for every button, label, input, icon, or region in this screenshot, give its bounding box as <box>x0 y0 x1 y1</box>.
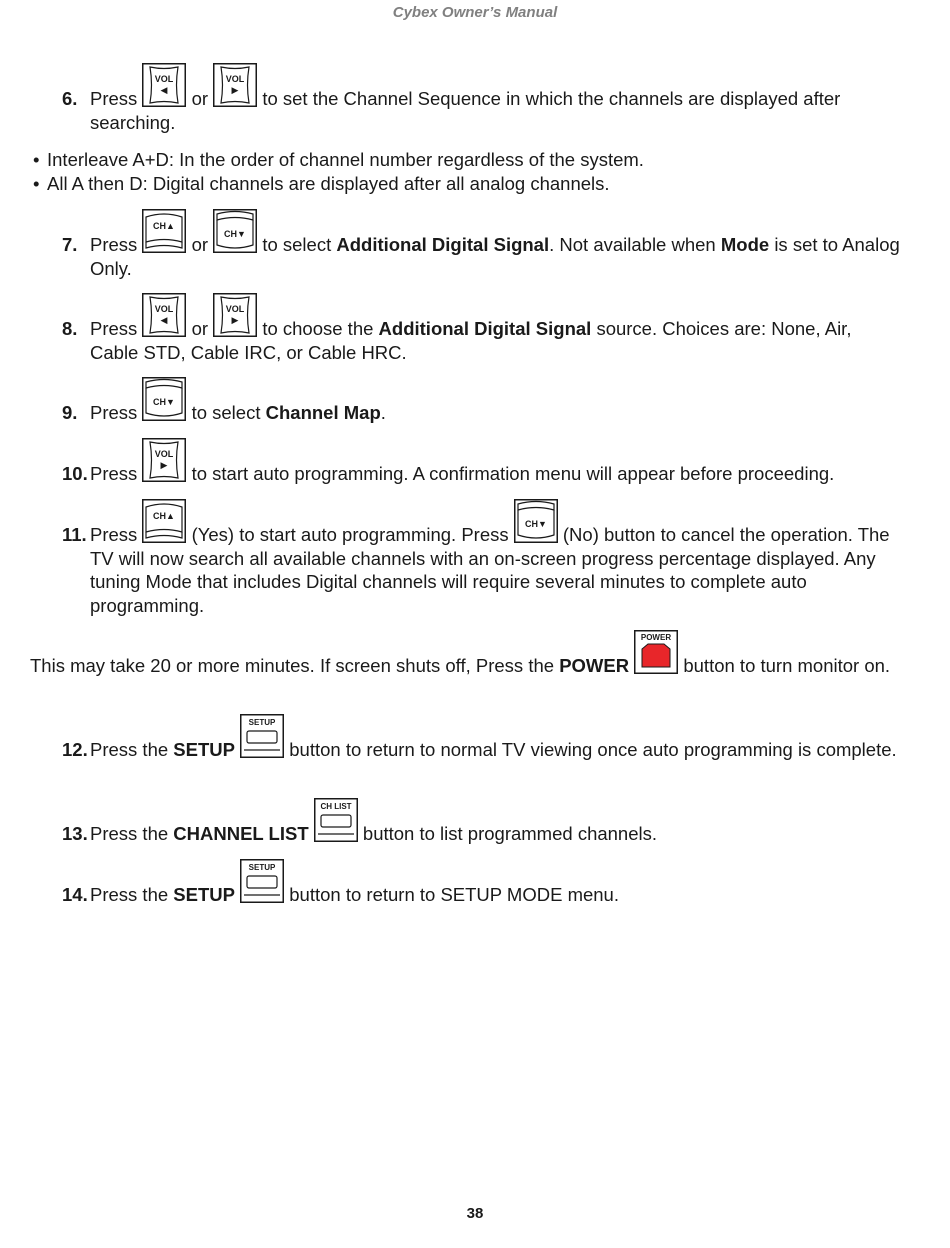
svg-text:CH LIST: CH LIST <box>320 802 352 811</box>
page-header: Cybex Owner’s Manual <box>392 4 558 21</box>
step-9: 9. Press CH▼ to select Channel Map. <box>62 401 902 425</box>
svg-text:CH▼: CH▼ <box>224 229 247 239</box>
step-number: 6. <box>62 88 78 109</box>
step-10: 10. Press VOL ▶ to start auto programming. A confirmation menu will appear before proceeding. <box>62 462 902 486</box>
list-item: • All A then D: Digital channels are displayed after all analog channels. <box>33 172 610 194</box>
step-number: 10. <box>62 463 88 484</box>
svg-text:CH▼: CH▼ <box>153 397 176 407</box>
svg-text:VOL: VOL <box>155 304 174 314</box>
step-11: 11. Press CH▲ (Yes) to start auto programming. Press CH▼ (No) button to cancel the operation. The TV will now search all available channels with an on-screen progress percentage displayed. Any tuning Mode that includes Digital channels will require several minutes to complete auto programming. <box>62 523 902 617</box>
step-number: 8. <box>62 318 78 339</box>
svg-text:▶: ▶ <box>160 460 168 470</box>
svg-text:VOL: VOL <box>155 74 174 84</box>
svg-text:VOL: VOL <box>225 304 245 314</box>
svg-text:CH▼: CH▼ <box>524 519 547 529</box>
svg-text:VOL: VOL <box>225 74 245 84</box>
step-number: 11. <box>62 524 87 545</box>
list-item: • Interleave A+D: In the order of channel number regardless of the system. <box>33 149 644 170</box>
step-8: 8. Press VOL ◀ or VOL ▶ to choose the Additional Digital Signal source. Choices are: None, Air, Cable STD, Cable IRC, or Cable HRC. <box>62 317 902 364</box>
svg-text:▶: ▶ <box>231 85 239 95</box>
step-number: 13. <box>62 823 88 844</box>
svg-text:VOL: VOL <box>155 449 174 459</box>
step-6: 6. Press VOL ◀ or VOL ▶ to set the Channel Sequence in which the channels are displayed after searching. <box>62 87 902 134</box>
svg-text:SETUP: SETUP <box>248 718 276 727</box>
step-number: 7. <box>62 234 78 255</box>
bullet-list <box>33 148 913 195</box>
svg-text:POWER: POWER <box>641 633 672 642</box>
step-number: 12. <box>62 739 88 760</box>
step-14: 14. Press the SETUP SETUP button to return to SETUP MODE menu. <box>62 883 902 907</box>
svg-text:SETUP: SETUP <box>248 863 276 872</box>
step-number: 14. <box>62 884 88 905</box>
svg-text:▶: ▶ <box>231 315 239 325</box>
step-13: 13. Press the CHANNEL LIST CH LIST button to list programmed channels. <box>62 822 902 846</box>
step-12: 12. Press the SETUP SETUP button to return to normal TV viewing once auto programming is complete. <box>62 738 902 762</box>
svg-text:CH▲: CH▲ <box>153 511 176 521</box>
svg-text:◀: ◀ <box>160 315 168 325</box>
svg-text:CH▲: CH▲ <box>153 221 176 231</box>
power-note: This may take 20 or more minutes. If screen shuts off, Press the POWER POWER button to turn monitor on. <box>30 654 910 678</box>
step-number: 9. <box>62 402 78 423</box>
page-number: 38 <box>466 1205 484 1222</box>
step-7: 7. Press CH▲ or CH▼ to select Additional Digital Signal. Not available when Mode is set to Analog Only. <box>62 233 902 280</box>
svg-text:◀: ◀ <box>160 85 168 95</box>
